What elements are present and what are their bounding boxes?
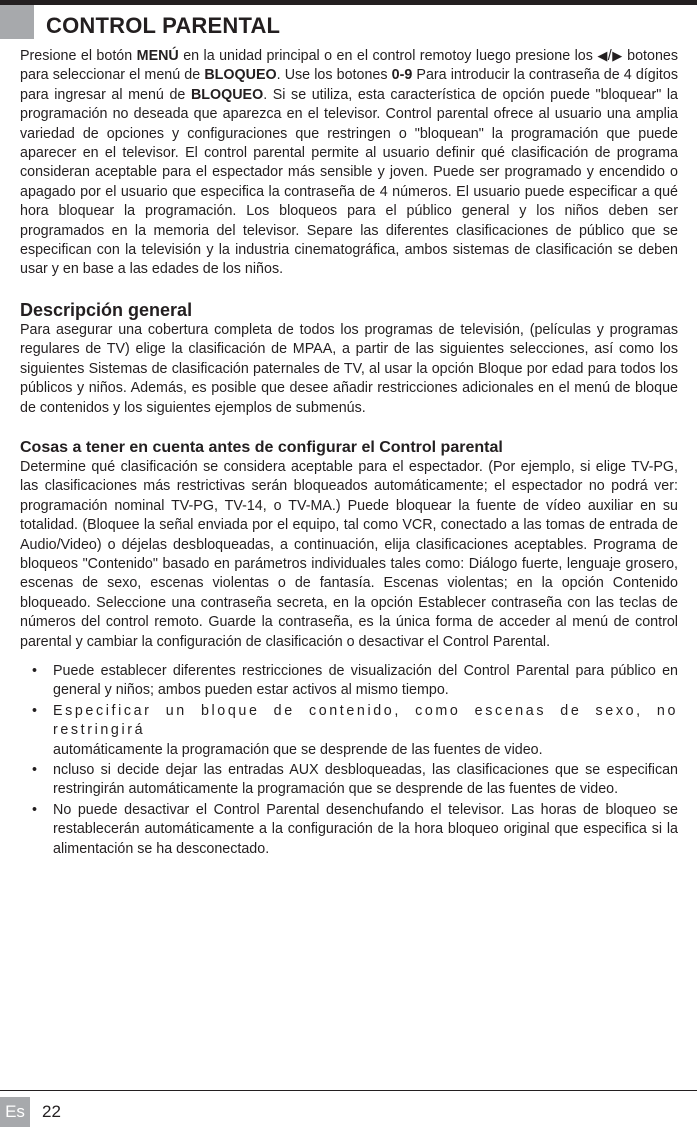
list-item bbox=[20, 702, 678, 760]
intro-text: en la unidad principal o en el control remotoy luego presione los bbox=[178, 48, 598, 64]
menu-key-label: MENÚ bbox=[136, 48, 179, 64]
number-keys-label: 0-9 bbox=[391, 67, 413, 84]
list-item-text: automáticamente la programación que se desprende de las fuentes de video. bbox=[53, 741, 543, 758]
page-title: CONTROL PARENTAL bbox=[46, 13, 281, 38]
intro-text: botones para seleccionar el menú de bbox=[20, 48, 679, 84]
considerations-heading: Cosas a tener en cuenta antes de configurar el Control parental bbox=[20, 438, 503, 456]
right-arrow-icon: ▶ bbox=[611, 48, 623, 63]
overview-paragraph: Para asegurar una cobertura completa de todos los programas de televisión, (películas y programas regulares de TV) elige la clasificación de MPAA, a partir de las siguientes selecciones, así como los siguientes Sistemas de clasificación paternales de TV, al usar la opción Bloque por edad para todos los públicos y niños. Además, es posible que desee añadir restricciones adicionales en el menú de bloque de contenidos y los siguientes ejemplos de submenús. bbox=[20, 321, 678, 416]
intro-text: Presione el botón bbox=[20, 48, 137, 64]
list-item-text: Especificar un bloque de contenido, como escenas de sexo, no restringirá bbox=[53, 702, 678, 739]
list-item bbox=[20, 801, 678, 859]
overview-heading: Descripción general bbox=[20, 299, 193, 320]
considerations-paragraph: Determine qué clasificación se considera aceptable para el espectador. (Por ejemplo, si elige TV-PG, las clasificaciones más restrictivas serán bloqueados automáticamente; el espectador no podrá ver: programación nominal TV-PG, TV-14, o TV-MA.) Puede bloquear la fuente de vídeo auxiliar en su totalidad. (Bloquee la señal enviada por el equipo, tal como VCR, conectado a las tomas de entrada de Audio/Video) o déjelas desbloqueadas, a continuación, elija clasificaciones aceptables. Programa de bloqueos "Contenido" basado en parámetros individuales tales como: Diálogo fuerte, lenguaje grosero, escenas de sexo, escenas violentas o de fantasía. Escenas violentas; en la opción Contenido bloqueado. Seleccione una contraseña secreta, en la opción Establecer contraseña con las teclas de números del control remoto. Guarde la contraseña, es la única forma de acceder al menú de control parental y cambiar la configuración de clasificación o desactivar el Control Parental. bbox=[20, 458, 678, 650]
list-item-text: Puede establecer diferentes restricciones de visualización del Control Parental para público en general y niños; ambos pueden estar activos al mismo tiempo. bbox=[53, 662, 678, 699]
left-arrow-icon: ◀ bbox=[597, 48, 608, 63]
page-number: 22 bbox=[42, 1102, 61, 1121]
bullet-icon: • bbox=[32, 702, 40, 719]
bloqueo-label: BLOQUEO bbox=[204, 67, 277, 84]
footer-rule bbox=[0, 1090, 697, 1091]
bullet-icon: • bbox=[32, 801, 38, 818]
list-item bbox=[20, 662, 678, 701]
intro-text: . Si se utiliza, esta característica de opción puede "bloquear" la programación no deseada que aparezca en el televisor. Control parental ofrece al usuario una amplia variedad de opciones y configuraciones que restringen o "bloquean" la programación que puede aparecer en el televisor. El control parental permite al usuario definir qué clasificación de programa consideran aceptable para el espectador más sensible y joven. Puede ser programado y encendido o apagado por el usuario que especifica la contraseña de 4 números. El usuario puede especificar a qué hora bloquear la programación. Los bloqueos para el público general y los niños deben ser programados en la memoria del televisor. Separe las diferentes clasificaciones de público que se especifican con la televisión y la industria cinematográfica, ambos sistemas de clasificación se deben usar y en base a las edades de los niños. bbox=[20, 86, 679, 278]
intro-text: Para introducir la contraseña de 4 dígitos para ingresar al menú de bbox=[20, 67, 678, 103]
language-badge: Es bbox=[0, 1097, 30, 1127]
intro-paragraph bbox=[20, 46, 678, 280]
bloqueo-label: BLOQUEO bbox=[190, 86, 264, 103]
top-rule bbox=[0, 0, 697, 5]
notes-list bbox=[20, 662, 678, 859]
list-item-text: No puede desactivar el Control Parental desenchufando el televisor. Las horas de bloqueo se restablecerán automáticamente a la configuración de la hora bloqueo original que especifica si la alimentación se ha desconectado. bbox=[53, 801, 678, 857]
bullet-icon: • bbox=[32, 762, 38, 778]
arrow-separator: / bbox=[607, 48, 612, 64]
list-item-text: ncluso si decide dejar las entradas AUX desbloqueadas, las clasificaciones que se especifican restringirán automáticamente la programación que se desprende de las fuentes de video. bbox=[53, 762, 678, 798]
list-item bbox=[20, 761, 678, 800]
bullet-icon: • bbox=[32, 662, 38, 679]
intro-text: . Use los botones bbox=[276, 67, 392, 84]
content-area bbox=[20, 46, 678, 860]
title-accent-block bbox=[0, 5, 34, 39]
